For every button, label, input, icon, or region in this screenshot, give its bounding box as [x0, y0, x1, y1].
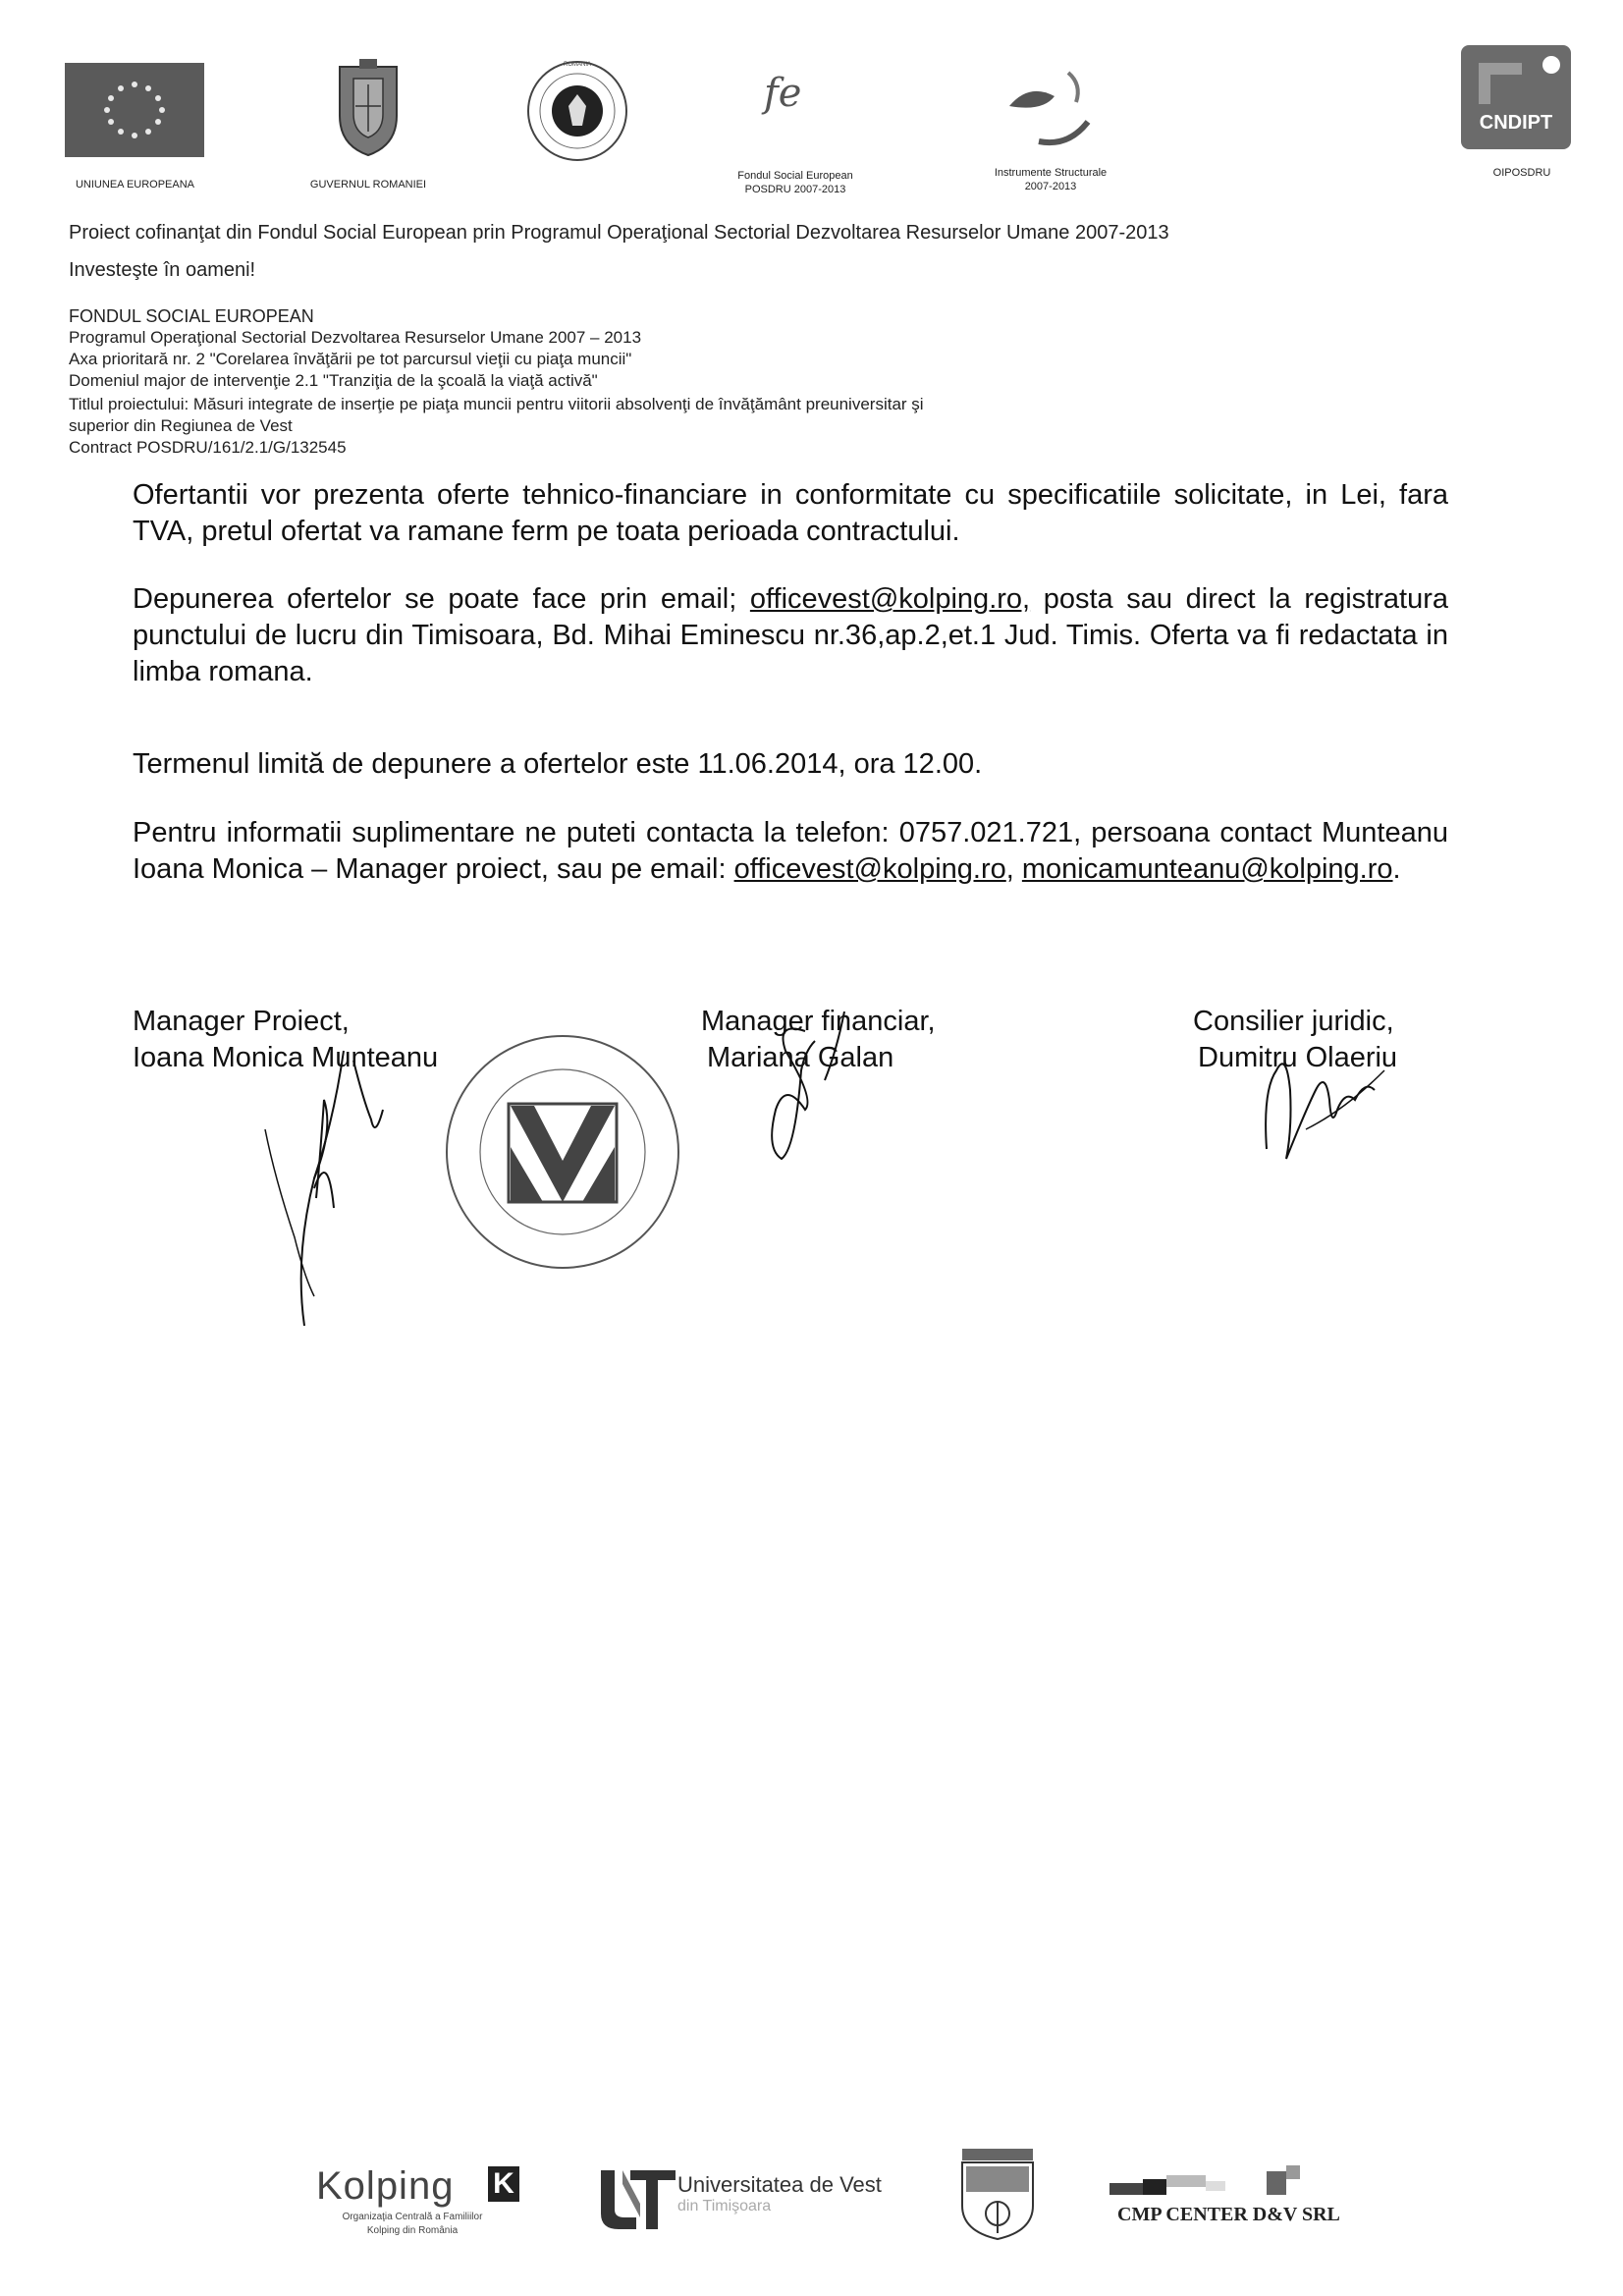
officevest-email-link-2[interactable]: officevest@kolping.ro [733, 853, 1006, 885]
romania-coat-of-arms-icon [332, 57, 405, 157]
kolping-stamp-icon [440, 1029, 685, 1275]
legal-advisor-name: Dumitru Olaeriu [1198, 1042, 1398, 1073]
government-seal-icon [525, 59, 629, 163]
offer-requirements-paragraph: Ofertantii vor prezenta oferte tehnico-financiare in conformitate cu specificatiile solicitate, in Lei, fara TVA, pretul ofertat va ramane ferm pe toata perioada contractului. [133, 479, 1448, 547]
eu-caption: UNIUNEA EUROPEANA [75, 179, 195, 191]
financial-manager-title: Manager financiar, [701, 1006, 936, 1037]
cmp-name: CMP CENTER D&V SRL [1117, 2204, 1340, 2225]
uvt-name: Universitatea de Vest [677, 2172, 882, 2197]
gov-caption: GUVERNUL ROMANIEI [309, 179, 427, 191]
monica-email-link[interactable]: monicamunteanu@kolping.ro [1021, 853, 1393, 885]
contact-paragraph [133, 815, 1448, 888]
cmp-logo-icon [1109, 2165, 1335, 2201]
manager-name: Ioana Monica Munteanu [133, 1042, 439, 1073]
kolping-logo-text: Kolping [316, 2164, 455, 2208]
is-caption-1: Instrumente Structurale [994, 167, 1108, 179]
cndipt-caption: OIPOSDRU [1492, 167, 1551, 179]
submission-text-a: Depunerea ofertelor se poate face prin email; [133, 583, 750, 615]
is-caption-2: 2007-2013 [1024, 181, 1077, 192]
legal-advisor-signature-icon [1247, 1031, 1404, 1169]
financial-manager-signature-icon [746, 1011, 884, 1178]
fse-caption-1: Fondul Social European [737, 170, 853, 182]
cndipt-mark: CNDIPT [1479, 112, 1553, 134]
project-cofinancing-line: Proiect cofinanţat din Fondul Social European prin Programul Operaţional Sectorial Dezvoltarea Resurselor Umane 2007-2013 [69, 222, 1169, 244]
uvt-city: din Timişoara [677, 2198, 772, 2214]
contact-end: . [1392, 853, 1401, 885]
intervention-domain: Domeniul major de intervenţie 2.1 "Tranziţia de la şcoală la viaţă activă" [69, 371, 598, 390]
priority-axis: Axa prioritară nr. 2 "Corelarea învăţării pe tot parcursul vieţii cu piaţa muncii" [69, 350, 632, 368]
project-title-line-2: superior din Regiunea de Vest [69, 416, 293, 435]
fse-caption-2: POSDRU 2007-2013 [744, 184, 846, 195]
fse-logo-mark: fe [764, 71, 802, 116]
financial-manager-name: Mariana Galan [707, 1042, 894, 1073]
city-coat-of-arms-icon [958, 2143, 1037, 2241]
contact-text: Pentru informatii suplimentare ne puteti contacta la telefon: 0757.021.721, persoana contact Munteanu Ioana Monica – Manager proiect, sau pe email: [133, 817, 1448, 885]
kolping-caption-1: Organizaţia Centrală a Familiilor [342, 2212, 483, 2222]
seal-top-text: ROMANIA [563, 62, 591, 68]
contact-separator: , [1005, 853, 1022, 885]
fund-name: FONDUL SOCIAL EUROPEAN [69, 306, 314, 326]
legal-advisor-title: Consilier juridic, [1193, 1006, 1394, 1037]
contract-number: Contract POSDRU/161/2.1/G/132545 [69, 438, 347, 457]
project-title-line-1: Titlul proiectului: Măsuri integrate de inserţie pe piaţa muncii pentru viitorii absolvenţi de învăţământ preuniversitar şi [69, 395, 924, 413]
header-logos [0, 0, 1623, 206]
manager-title: Manager Proiect, [133, 1006, 350, 1037]
submission-text-b: posta sau direct la registratura punctului de lucru din Timisoara, Bd. Mihai Eminescu nr.36,ap.2,et.1 Jud. Timis. Oferta va fi redactata in limba romana. [133, 583, 1448, 687]
kolping-k-icon: K [488, 2166, 519, 2202]
manager-signature-icon [255, 1041, 452, 1336]
submission-paragraph [133, 581, 1448, 690]
officevest-email-link[interactable]: officevest@kolping.ro, [749, 583, 1031, 615]
program-name: Programul Operaţional Sectorial Dezvoltarea Resurselor Umane 2007 – 2013 [69, 328, 642, 347]
deadline-paragraph: Termenul limită de depunere a ofertelor este 11.06.2014, ora 12.00. [133, 748, 983, 780]
kolping-caption-2: Kolping din România [366, 2225, 459, 2236]
eu-flag-icon [65, 63, 204, 157]
uvt-logo-icon [597, 2164, 677, 2229]
project-slogan: Investeşte în oameni! [69, 259, 256, 281]
structural-instruments-logo-icon [1000, 63, 1098, 151]
